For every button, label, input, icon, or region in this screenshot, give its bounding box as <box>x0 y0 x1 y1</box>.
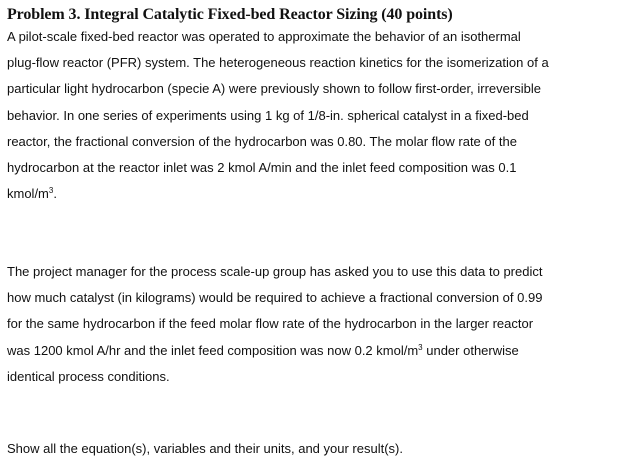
paragraph-line: particular light hydrocarbon (specie A) were previously shown to follow first-order, irreversible <box>7 81 541 97</box>
paragraph-line: identical process conditions. <box>7 368 170 384</box>
paragraph-line <box>7 338 621 364</box>
paragraph-line: behavior. In one series of experiments using 1 kg of 1/8-in. spherical catalyst in a fixed-bed <box>7 107 529 123</box>
paragraph-scale-up-request <box>7 259 621 390</box>
paragraph-line: reactor, the fractional conversion of the hydrocarbon was 0.80. The molar flow rate of the <box>7 133 517 149</box>
paragraph-line: Show all the equation(s), variables and their units, and your result(s). <box>7 441 403 456</box>
problem-title: Problem 3. Integral Catalytic Fixed-bed Reactor Sizing (40 points) <box>7 6 453 23</box>
paragraph-line: A pilot-scale fixed-bed reactor was operated to approximate the behavior of an isothermal <box>7 29 521 44</box>
paragraph-line: The project manager for the process scale-up group has asked you to use this data to predict <box>7 264 543 279</box>
paragraph-line: plug-flow reactor (PFR) system. The heterogeneous reaction kinetics for the isomerization of a <box>7 55 549 71</box>
paragraph-line: hydrocarbon at the reactor inlet was 2 kmol A/min and the inlet feed composition was 0.1 <box>7 159 517 175</box>
line-text: under otherwise <box>422 342 519 358</box>
paragraph-pilot-reactor <box>7 24 621 207</box>
paragraph-instructions <box>7 436 621 462</box>
superscript-exponent: 3 <box>418 342 423 352</box>
line-end-period: . <box>53 186 57 202</box>
superscript-exponent: 3 <box>48 186 54 196</box>
line-text: was 1200 kmol A/hr and the inlet feed composition was now 0.2 kmol/m <box>7 342 419 358</box>
unit-text: kmol/m <box>7 186 49 202</box>
paragraph-line: for the same hydrocarbon if the feed molar flow rate of the hydrocarbon in the larger reactor <box>7 316 534 332</box>
paragraph-line: how much catalyst (in kilograms) would be required to achieve a fractional conversion of 0.99 <box>7 290 543 306</box>
paragraph-line <box>7 181 621 207</box>
